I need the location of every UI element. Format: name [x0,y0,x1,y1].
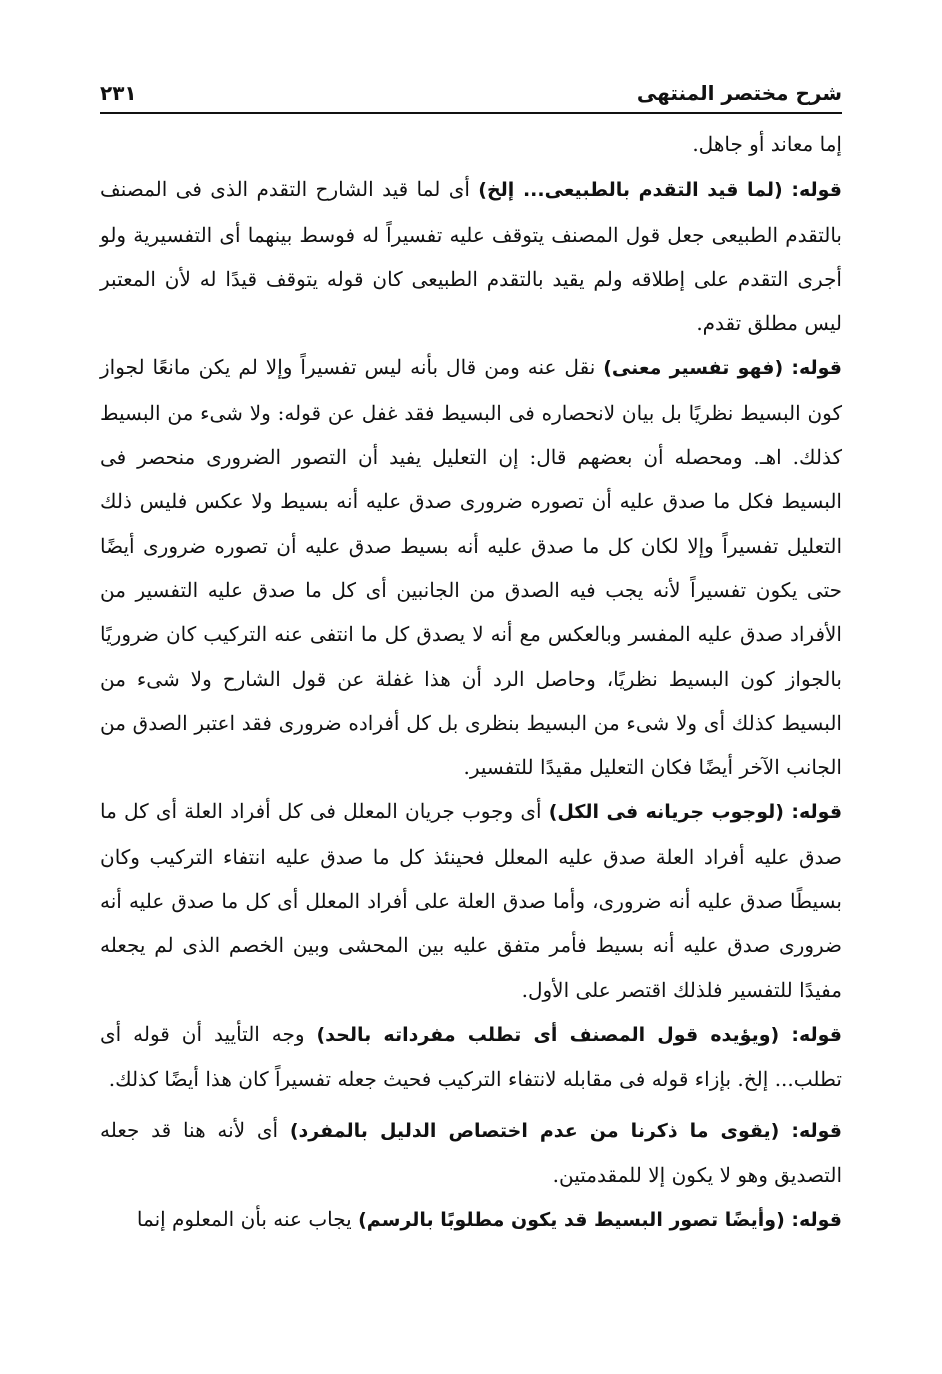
paragraph [100,1197,842,1242]
paragraph [100,122,842,167]
paragraph-text: نقل عنه ومن قال بأنه ليس تفسيراً وإلا لم يكن مانعًا لجواز كون البسيط نظريًا بل بيان لانحصاره فى البسيط فقد غفل عن قوله: ولا شىء من البسيط كذلك. اهـ. ومحصله أن بعضهم قال: إن التعليل يفيد أن التصور الضرورى منحصر فى البسيط فكل ما صدق عليه أن تصوره ضرورى صدق عليه أنه بسيط ولا عكس فليس ذلك التعليل تفسيراً وإلا لكان كل ما صدق عليه أنه بسيط صدق عليه أن تصوره ضرورى أيضًا حتى يكون تفسيراً لأنه يجب فيه الصدق من الجانبين أى كل ما صدق عليه التفسير من الأفراد صدق عليه المفسر وبالعكس مع أنه لا يصدق كل ما انتفى عنه التركيب كان ضروريًا بالجواز كون البسيط نظريًا، وحاصل الرد أن هذا غفلة عن قول الشارح ولا شىء من البسيط كذلك أى ولا شىء من البسيط بنظرى بل كل أفراده ضرورى فقد اعتبر الصدق من الجانب الآخر أيضًا فكان التعليل مقيدًا للتفسير. [100,355,843,780]
paragraph-text: أى لما قيد الشارح التقدم الذى فى المصنف بالتقدم الطبيعى جعل قول المصنف يتوقف عليه تفسيراً له فوسط بينهما أى التفسيرية ولو أجرى التقدم على إطلاقه ولم يقيد بالتقدم الطبيعى كان قوله يتوقف قيدًا له لأن المعتبر ليس مطلق تقدم. [100,177,842,336]
paragraph-lead: قوله: (يقوى ما ذكرنا من عدم اختصاص الدليل بالمفرد) [289,1119,842,1142]
paragraph-lead: قوله: (فهو تفسير معنى) [603,357,842,380]
paragraph-text: يجاب عنه بأن المعلوم إنما [136,1207,359,1232]
book-title: شرح مختصر المنتهى [636,81,842,105]
paragraph-text: أى وجوب جريان المعلل فى كل أفراد العلة أى كل ما صدق عليه أفراد العلة صدق عليه المعلل فحينئذ كل ما صدق عليه انتفاء التركيب وكان بسيطًا صدق عليه أنه ضرورى، وأما صدق العلة على أفراد المعلل أى كل ما صدق عليه أنه ضرورى صدق عليه أنه بسيط فأمر متفق عليه بين المحشى وبين الخصم الذى لم يجعله مفيدًا للتفسير فلذلك اقتصر على الأول. [100,799,842,1002]
paragraph-lead: قوله: (لوجوب جريانه فى الكل) [548,801,843,824]
paragraph [100,345,842,789]
paragraph-lead: قوله: (وأيضًا تصور البسيط قد يكون مطلوبًا بالرسم) [358,1209,842,1232]
paragraph-text: وجه التأييد أن قوله أى تطلب... إلخ. بإزاء قوله فى مقابله لانتفاء التركيب فحيث جعله تفسيراً كان هذا أيضًا كذلك. [100,1021,842,1092]
paragraph-text: إما معاند أو جاهل. [692,132,842,156]
paragraph-text: أى لأنه هنا قد جعله التصديق وهو لا يكون إلا للمقدمتين. [100,1117,842,1187]
paragraph [100,789,842,1011]
paragraph-lead: قوله: (لما قيد التقدم بالطبيعى... إلخ) [478,179,842,202]
paragraph [100,1012,842,1102]
paragraph [100,1108,842,1198]
paragraph-lead: قوله: (ويؤيده قول المصنف أى تطلب مفرداته بالحد) [316,1023,842,1046]
text-body [100,122,842,1242]
running-header [100,78,842,114]
page-number: ٢٣١ [100,81,137,105]
paragraph [100,167,842,345]
